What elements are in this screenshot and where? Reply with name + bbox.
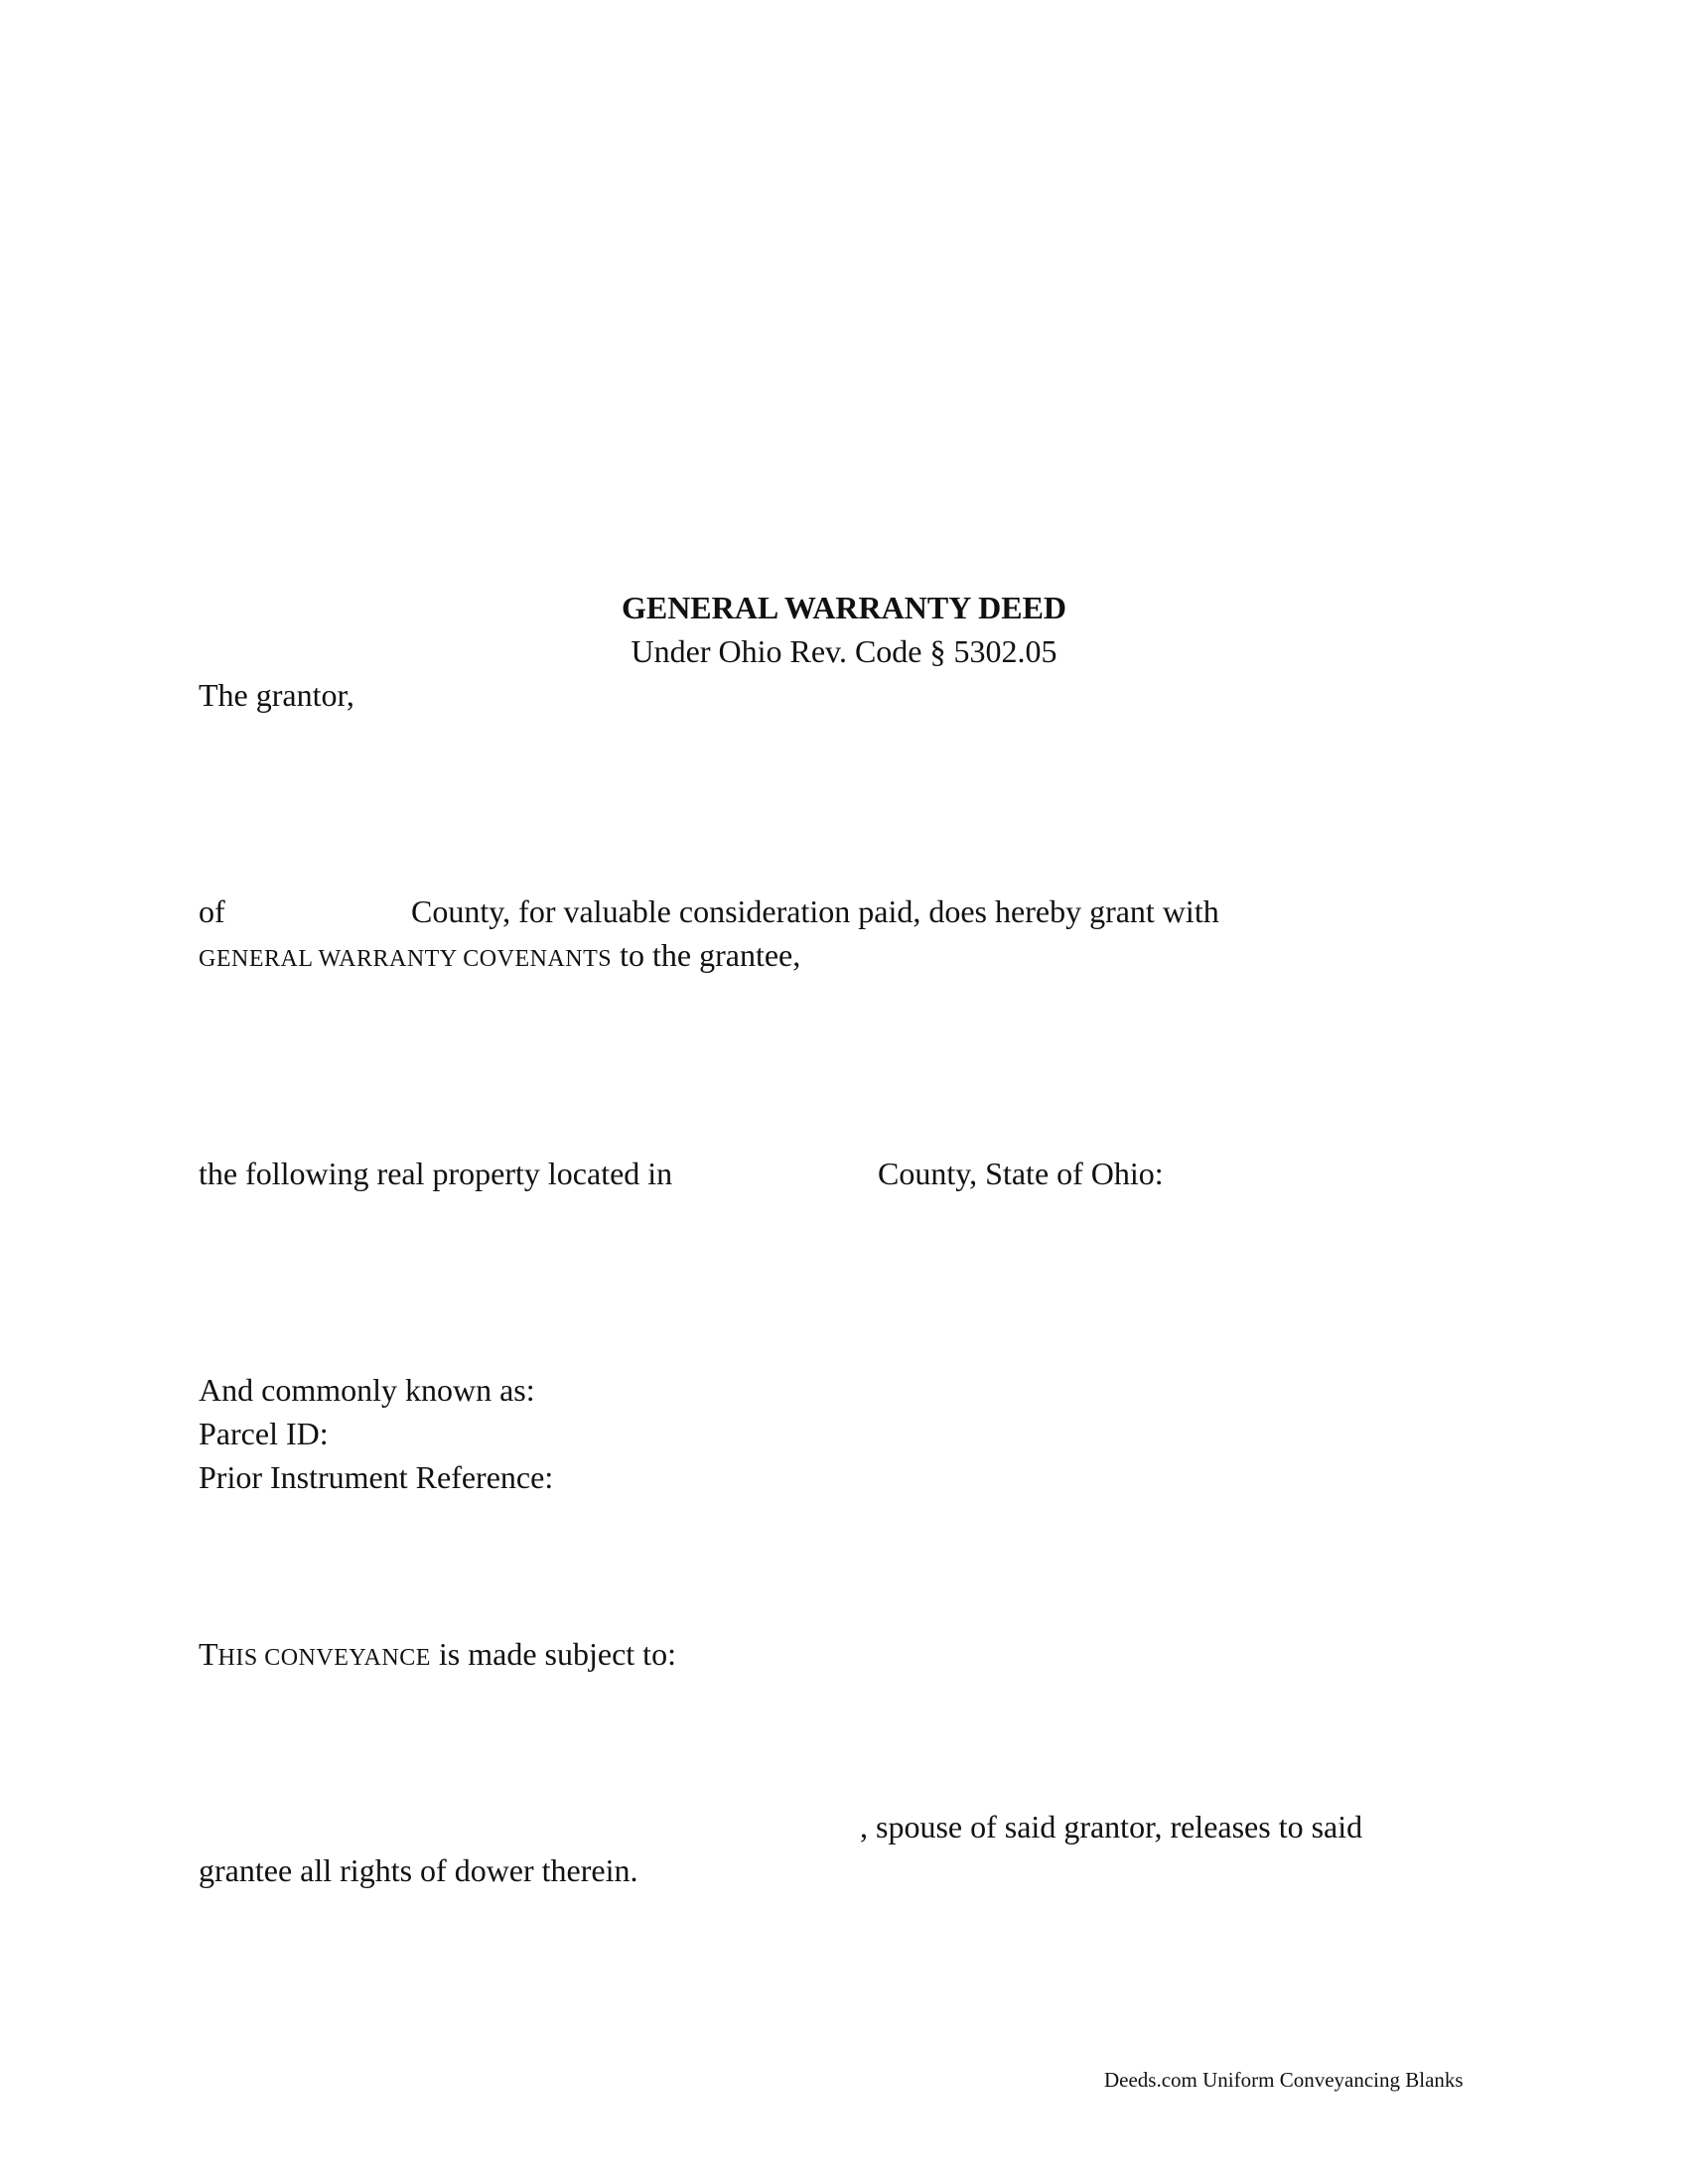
deed-subtitle: Under Ohio Rev. Code § 5302.05 — [631, 633, 1057, 669]
dower-clause: grantee all rights of dower therein. — [199, 1852, 638, 1888]
covenants-label: GENERAL WARRANTY COVENANTS — [199, 946, 613, 972]
covenants-line — [199, 935, 800, 979]
county-state-text: County, State of Ohio: — [878, 1156, 1164, 1191]
parcel-id-label: Parcel ID: — [199, 1416, 329, 1451]
conveyance-line — [199, 1634, 676, 1678]
deed-title: GENERAL WARRANTY DEED — [621, 590, 1067, 625]
subject-to-text: is made subject to: — [438, 1636, 676, 1672]
county-of-label: of — [199, 893, 225, 929]
grantor-intro: The grantor, — [199, 677, 354, 713]
commonly-known-label: And commonly known as: — [199, 1372, 535, 1408]
property-location-text: the following real property located in — [199, 1156, 673, 1191]
spouse-clause: , spouse of said grantor, releases to said — [860, 1809, 1363, 1844]
footer-credit: Deeds.com Uniform Conveyancing Blanks — [1104, 2068, 1464, 2092]
county-grant-clause: County, for valuable consideration paid, does hereby grant with — [411, 893, 1219, 929]
to-grantee-text: to the grantee, — [620, 937, 801, 973]
prior-instrument-label: Prior Instrument Reference: — [199, 1459, 554, 1495]
conveyance-initial: T — [199, 1636, 218, 1672]
conveyance-label: HIS CONVEYANCE — [217, 1645, 431, 1671]
